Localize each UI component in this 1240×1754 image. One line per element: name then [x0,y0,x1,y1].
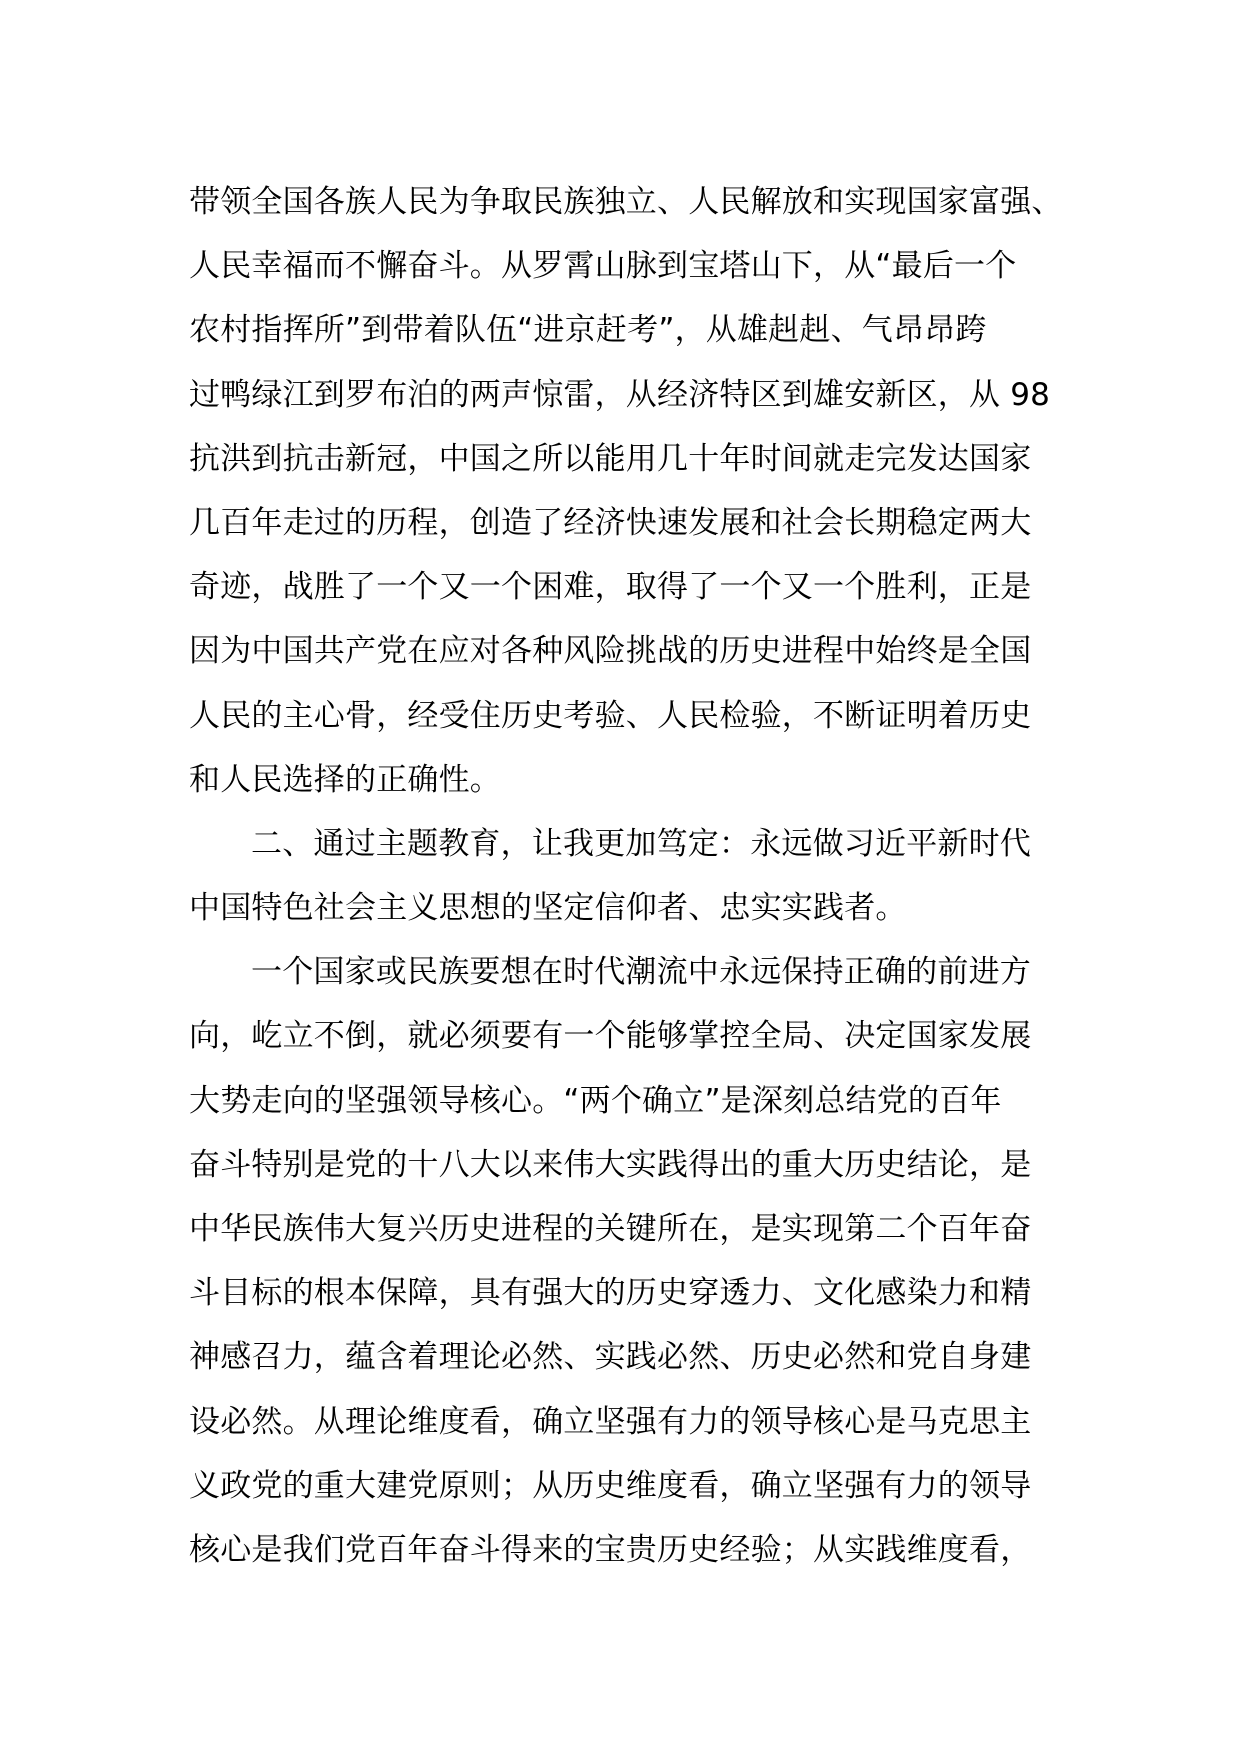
text-line: 因为中国共产党在应对各种风险挑战的历史进程中始终是全国 [189,633,1032,670]
section-heading-line: 中国特色社会主义思想的坚定信仰者、忠实实践者。 [189,890,907,927]
text-line: 设必然。从理论维度看，确立坚强有力的领导核心是马克思主 [189,1403,1032,1440]
text-line: 义政党的重大建党原则；从历史维度看，确立坚强有力的领导 [189,1467,1032,1504]
section-heading-line: 二、通过主题教育，让我更加笃定：永远做习近平新时代 [251,825,1031,862]
text-line: 人民的主心骨，经受住历史考验、人民检验，不断证明着历史 [189,697,1032,734]
text-line: 神感召力，蕴含着理论必然、实践必然、历史必然和党自身建 [189,1339,1032,1376]
text-line: 农村指挥所”到带着队伍“进京赶考”，从雄赳赳、气昂昂跨 [189,312,987,349]
text-line: 斗目标的根本保障，具有强大的历史穿透力、文化感染力和精 [189,1275,1032,1312]
text-line: 核心是我们党百年奋斗得来的宝贵历史经验；从实践维度看， [189,1531,1032,1568]
text-line: 中华民族伟大复兴历史进程的关键所在，是实现第二个百年奋 [189,1211,1032,1247]
text-line: 大势走向的坚强领导核心。“两个确立”是深刻总结党的百年 [189,1082,1002,1119]
text-line: 带领全国各族人民为争取民族独立、人民解放和实现国家富强、 [189,184,1063,220]
text-line: 过鸭绿江到罗布泊的两声惊雷，从经济特区到雄安新区，从 98 [189,376,1051,413]
text-line: 人民幸福而不懈奋斗。从罗霄山脉到宝塔山下，从“最后一个 [189,248,1017,285]
text-line: 和人民选择的正确性。 [189,761,501,798]
text-line: 向，屹立不倒，就必须要有一个能够掌控全局、决定国家发展 [189,1018,1032,1055]
text-line: 一个国家或民族要想在时代潮流中永远保持正确的前进方 [251,954,1031,991]
text-line: 几百年走过的历程，创造了经济快速发展和社会长期稳定两大 [189,504,1032,541]
text-line: 奋斗特别是党的十八大以来伟大实践得出的重大历史结论，是 [189,1146,1032,1183]
text-line: 奇迹，战胜了一个又一个困难，取得了一个又一个胜利，正是 [189,569,1032,606]
text-line: 抗洪到抗击新冠，中国之所以能用几十年时间就走完发达国家 [189,440,1032,477]
document-body [189,170,1069,1582]
